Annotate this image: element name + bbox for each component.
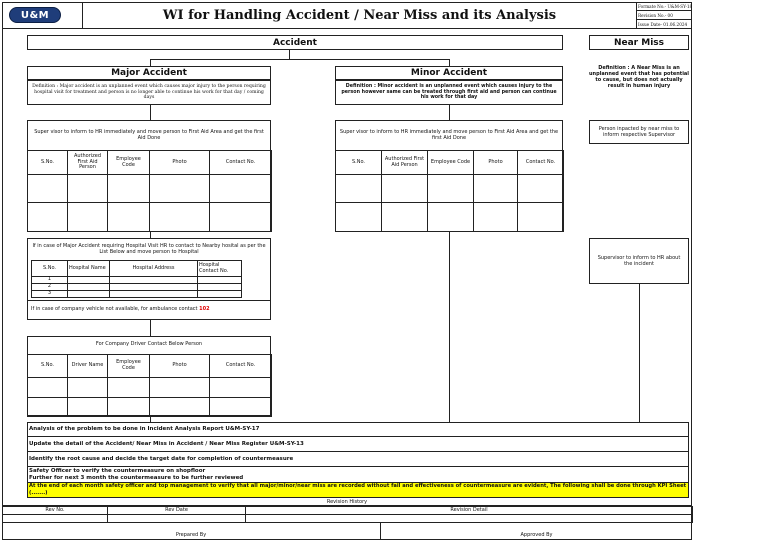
table-row: 1 xyxy=(32,277,242,284)
company-logo xyxy=(9,7,61,23)
analysis-row-register: Update the detail of the Accident/ Near Miss in Accident / Near Miss Register U&M-SY-13 xyxy=(29,441,304,447)
connector xyxy=(449,59,450,66)
table-row xyxy=(3,515,693,523)
approved-by: Approved By xyxy=(520,531,553,538)
table-row xyxy=(336,203,564,232)
format-no: Formate No.- U&M-SY-18 xyxy=(638,4,692,9)
col-header-rev-date: Rev Date xyxy=(108,507,246,515)
col-header-sno: S.No. xyxy=(32,261,68,277)
near-miss-title: Near Miss xyxy=(589,35,689,50)
table-row xyxy=(28,175,272,203)
hospital-intro: If in case of Major Accident requiring Hospital Visit HR to contact to Nearby hosital as per the List Below and move person to Hospital xyxy=(32,243,266,255)
connector xyxy=(289,50,290,59)
col-header-contact-no: Contact No. xyxy=(210,151,272,175)
col-header-hospital-address: Hospital Address xyxy=(110,261,198,277)
accident-title: Accident xyxy=(27,35,563,50)
connector xyxy=(639,284,640,422)
revision-table xyxy=(2,506,693,523)
table-row xyxy=(28,398,272,417)
minor-accident-definition: Definition : Minor accident is an unplanned event which causes injury to the person however same can be treated through first aid and person can continue his work for that day xyxy=(335,80,563,105)
verify-line-1: Safety Officer to verify the countermeasure on shopfloor xyxy=(29,468,206,474)
logo-text: U&M xyxy=(20,9,50,21)
hospital-table xyxy=(31,260,242,298)
col-header-first-aid-person: Authorized First Aid Person xyxy=(382,151,428,175)
vehicle-note xyxy=(31,306,269,314)
col-header-driver-name: Driver Name xyxy=(68,355,108,378)
col-header-contact-no: Contact No. xyxy=(210,355,272,378)
near-miss-step-inform-supervisor: Person inpacted by near miss to inform respective Supervisor xyxy=(589,120,689,144)
col-header-photo: Photo xyxy=(474,151,518,175)
major-accident-definition: Definition : Major accident is an unplanned event which causes major injury to the person requiring hospital visit for treatment and person is no longer able to continue his work for that day / coming days xyxy=(27,80,271,105)
analysis-row-root-cause: Identify the root cause and decide the target date for completion of countermeasure xyxy=(29,456,294,462)
driver-table xyxy=(27,354,272,417)
connector xyxy=(150,59,151,66)
minor-accident-title: Minor Accident xyxy=(335,66,563,80)
doc-meta xyxy=(637,2,692,29)
major-first-aid-step: Super visor to inform to HR immediately and move person to First Aid Area and get the first Aid Done xyxy=(34,129,264,141)
table-row xyxy=(28,378,272,398)
col-header-hospital-contact: Hospital Contact No. xyxy=(198,261,242,277)
ambulance-number: 102 xyxy=(199,306,210,312)
vehicle-note-text: If in case of company vehicle not available, for ambulance contact xyxy=(31,306,198,312)
verify-line-2: Further for next 3 month the countermeasure to be further reviewed xyxy=(29,475,244,481)
col-header-employee-code: Employee Code xyxy=(108,355,150,378)
minor-first-aid-step: Super visor to inform to HR immediately and move person to First Aid Area and get the first Aid Done xyxy=(339,129,559,141)
issue-date: Issue Date- 01.06.2024 xyxy=(638,22,688,27)
connector xyxy=(449,105,450,120)
table-row xyxy=(28,203,272,232)
connector xyxy=(150,105,151,120)
analysis-row-monthly-verification: At the end of each month safety officer and top management to verify that all major/minor/near miss are recorded without fail and effectiveness of countermeasure are evident, The following shall be done through KPI Sheet (.......) xyxy=(29,483,687,496)
major-accident-title: Major Accident xyxy=(27,66,271,80)
near-miss-definition: Definition : A Near Miss is an unplanned event that has potential to cause, but does not actually result in human injury xyxy=(589,64,689,90)
col-header-sno: S.No. xyxy=(28,151,68,175)
divider xyxy=(27,466,689,467)
col-header-photo: Photo xyxy=(150,355,210,378)
driver-title: For Company Driver Contact Below Person xyxy=(95,341,203,347)
connector xyxy=(150,59,449,60)
table-row xyxy=(336,175,564,203)
col-header-employee-code: Employee Code xyxy=(428,151,474,175)
col-header-sno: S.No. xyxy=(336,151,382,175)
revision-no: Revision No.- 00 xyxy=(637,11,692,20)
revision-history-title: Revision History xyxy=(2,498,692,506)
col-header-sno: S.No. xyxy=(28,355,68,378)
prepared-by: Prepared By xyxy=(175,531,207,538)
table-row: 2 xyxy=(32,284,242,291)
divider xyxy=(27,300,271,301)
near-miss-step-inform-hr: Supervisor to inform to HR about the incident xyxy=(589,238,689,284)
major-first-aid-table xyxy=(27,150,272,232)
analysis-row-verify xyxy=(29,468,684,482)
col-header-first-aid-person: Authorized First Aid Person xyxy=(68,151,108,175)
col-header-rev-no: Rev No. xyxy=(3,507,108,515)
col-header-employee-code: Employee Code xyxy=(108,151,150,175)
col-header-photo: Photo xyxy=(150,151,210,175)
page-title: WI for Handling Accident / Near Miss and its Analysis xyxy=(162,8,557,23)
col-header-hospital-name: Hospital Name xyxy=(68,261,110,277)
connector xyxy=(449,232,450,416)
minor-first-aid-table xyxy=(335,150,564,232)
table-row: 3 xyxy=(32,291,242,298)
connector xyxy=(150,320,151,336)
col-header-revision-detail: Revision Detail xyxy=(246,507,693,515)
analysis-row-incident-report: Analysis of the problem to be done in Incident Analysis Report U&M-SY-17 xyxy=(29,426,260,432)
col-header-contact-no: Contact No. xyxy=(518,151,564,175)
